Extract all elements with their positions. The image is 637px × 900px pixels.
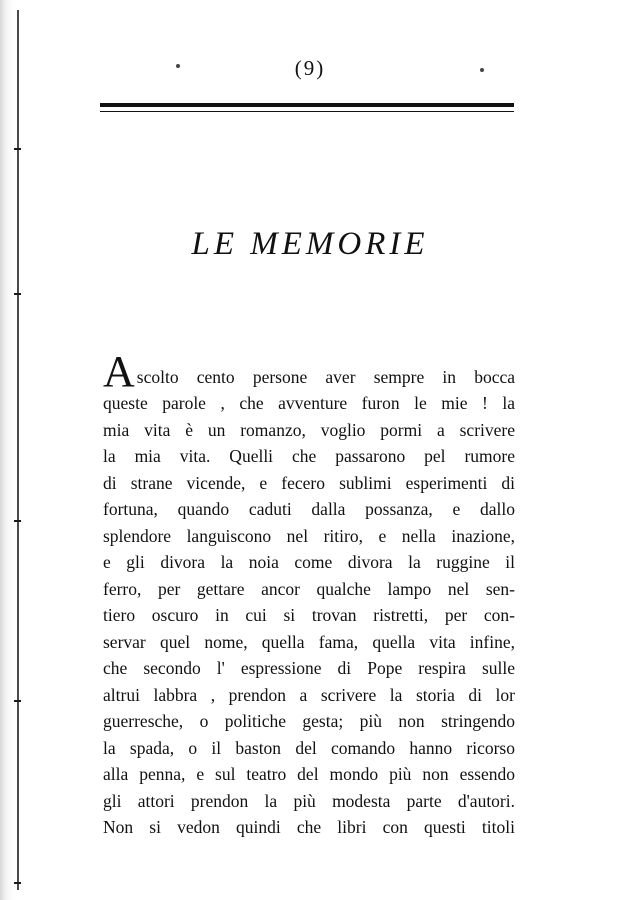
text-line: Non si vedon quindi che libri con questi titoli <box>103 817 515 837</box>
binding-mark <box>14 700 21 702</box>
text-line: splendore languiscono nel ritiro, e nella inazione, <box>103 525 515 546</box>
text-line <box>103 347 515 396</box>
text-line: fortuna, quando caduti dalla possanza, e dallo <box>103 499 515 519</box>
text-line: queste parole , che avventure furon le mie ! la <box>103 393 515 413</box>
binding-mark <box>14 293 21 295</box>
text-line: ferro, per gettare ancor qualche lampo nel sen- <box>103 578 515 599</box>
page-number: (9) <box>294 56 326 80</box>
text-line: e gli divora la noia come divora la ruggine il <box>103 552 515 572</box>
text-line: tiero oscuro in cui si trovan ristretti, per con- <box>103 605 515 625</box>
binding-line <box>17 10 19 890</box>
text-line: alla penna, e sul teatro del mondo più non essendo <box>103 764 515 784</box>
binding-mark <box>14 520 21 522</box>
drop-cap: A <box>103 347 135 396</box>
text-line: servar quel nome, quella fama, quella vita infine, <box>103 631 515 652</box>
first-line-text: scolto cento persone aver sempre in bocca <box>136 366 515 387</box>
header-rule-thick <box>100 103 514 107</box>
body-paragraph <box>103 347 515 841</box>
text-line: di strane vicende, e fecero sublimi esperimenti di <box>103 472 515 493</box>
binding-mark <box>14 148 21 150</box>
text-line: altrui labbra , prendon a scrivere la storia di lor <box>103 684 515 705</box>
header-rule-thin <box>100 111 514 112</box>
header-rule <box>100 103 514 112</box>
binding-mark <box>14 882 21 884</box>
text-line: la spada, o il baston del comando hanno ricorso <box>103 737 515 758</box>
text-line: che secondo l' espressione di Pope respira sulle <box>103 658 515 678</box>
text-line: mia vita è un romanzo, voglio pormi a scrivere <box>103 419 515 440</box>
text-line: gli attori prendon la più modesta parte d'autori. <box>103 790 515 811</box>
chapter-title: LE MEMORIE <box>191 226 429 262</box>
text-line: guerresche, o politiche gesta; più non stringendo <box>103 711 515 731</box>
text-line: la mia vita. Quelli che passarono pel rumore <box>103 446 515 466</box>
